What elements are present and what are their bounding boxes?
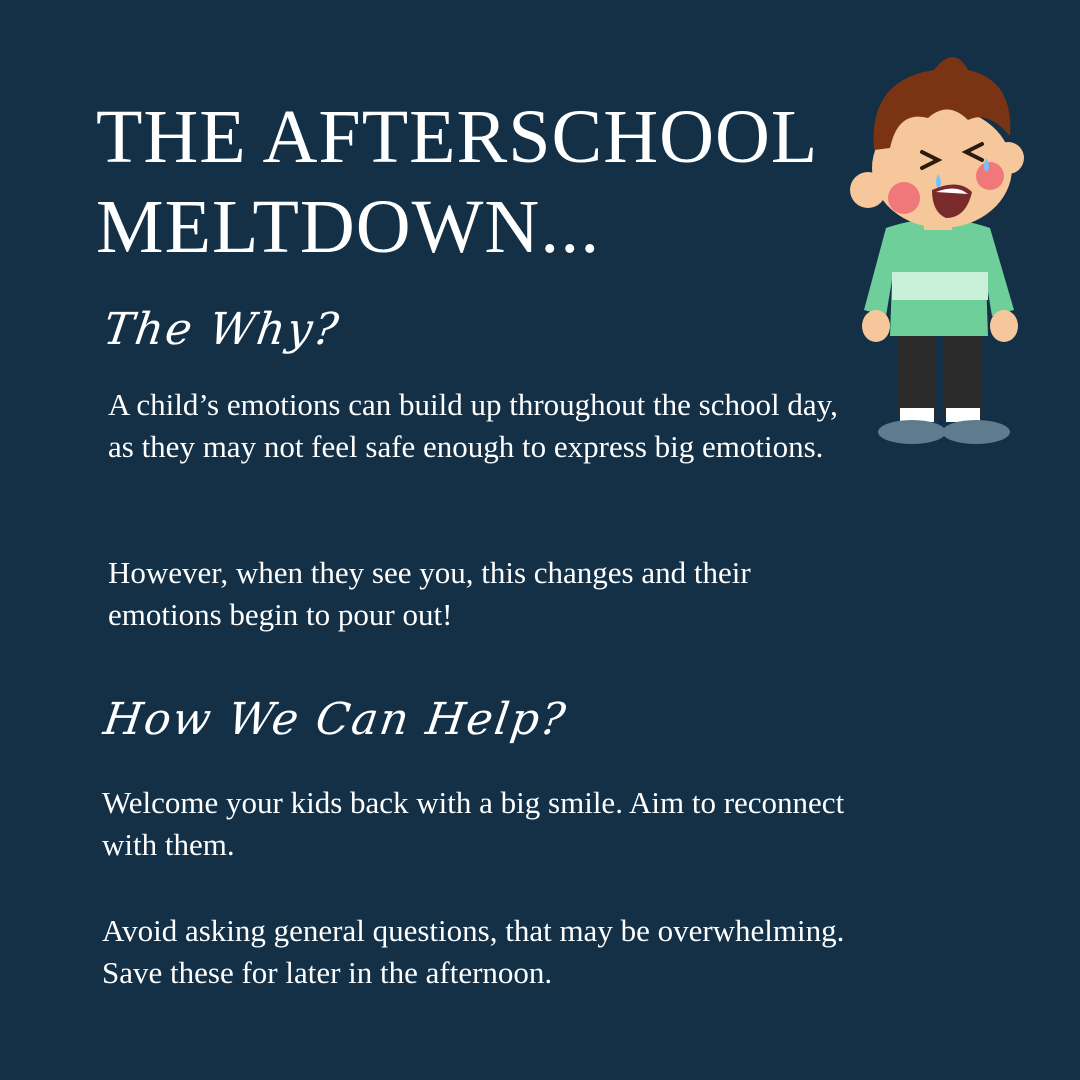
why-paragraph-2: However, when they see you, this changes and their emotions begin to pour out!: [108, 555, 751, 632]
title-line-2: MELTDOWN...: [96, 185, 601, 269]
why-heading: The Why?: [100, 304, 344, 355]
help-heading: How We Can Help?: [100, 694, 571, 745]
help-paragraph-2: Avoid asking general questions, that may be overwhelming. Save these for later in the afternoon.: [102, 913, 845, 990]
page-title: [96, 92, 819, 272]
help-paragraph-1: Welcome your kids back with a big smile. Aim to reconnect with them.: [102, 785, 845, 862]
why-paragraph-1: A child’s emotions can build up throughout the school day, as they may not feel safe enough to express big emotions.: [108, 387, 838, 464]
crying-boy-icon: [838, 40, 1038, 450]
title-line-1: THE AFTERSCHOOL: [96, 95, 819, 179]
